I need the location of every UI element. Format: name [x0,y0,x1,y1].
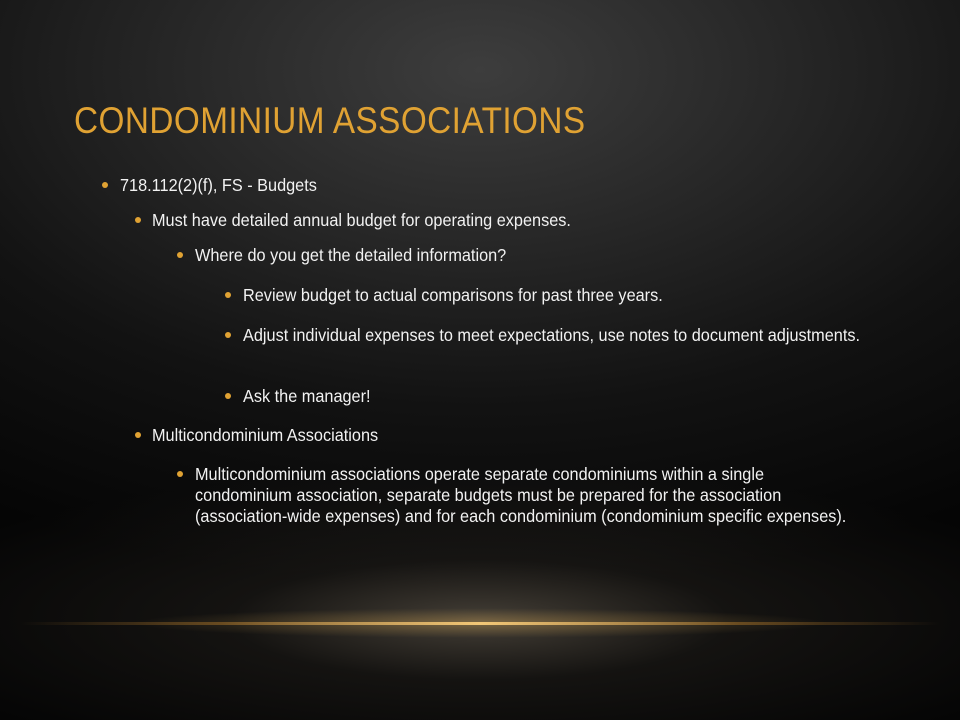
bullet-item: 718.112(2)(f), FS - Budgets [120,175,317,195]
bullet-dot-icon [102,182,108,188]
bullet-item: Adjust individual expenses to meet expectations, use notes to document adjustments. [243,325,861,345]
bullet-dot-icon [177,471,183,477]
slide-title: CONDOMINIUM ASSOCIATIONS [74,100,586,141]
bullet-item: Multicondominium Associations [152,425,379,445]
bullet-item: Where do you get the detailed information? [195,245,507,265]
bullet-item: Review budget to actual comparisons for past three years. [243,285,663,305]
bullet-dot-icon [135,217,141,223]
glow-divider-line [20,622,940,625]
bullet-dot-icon [177,252,183,258]
bullet-dot-icon [225,393,231,399]
bullet-dot-icon [225,292,231,298]
bullet-dot-icon [225,332,231,338]
bullet-item: Multicondominium associations operate separate condominiums within a single condominium association, separate budgets must be prepared for the association (association-wide expenses) and for each condominium (condominium specific expenses). [195,464,847,526]
bullet-item: Ask the manager! [243,386,371,406]
bullet-dot-icon [135,432,141,438]
bullet-item: Must have detailed annual budget for operating expenses. [152,210,571,230]
